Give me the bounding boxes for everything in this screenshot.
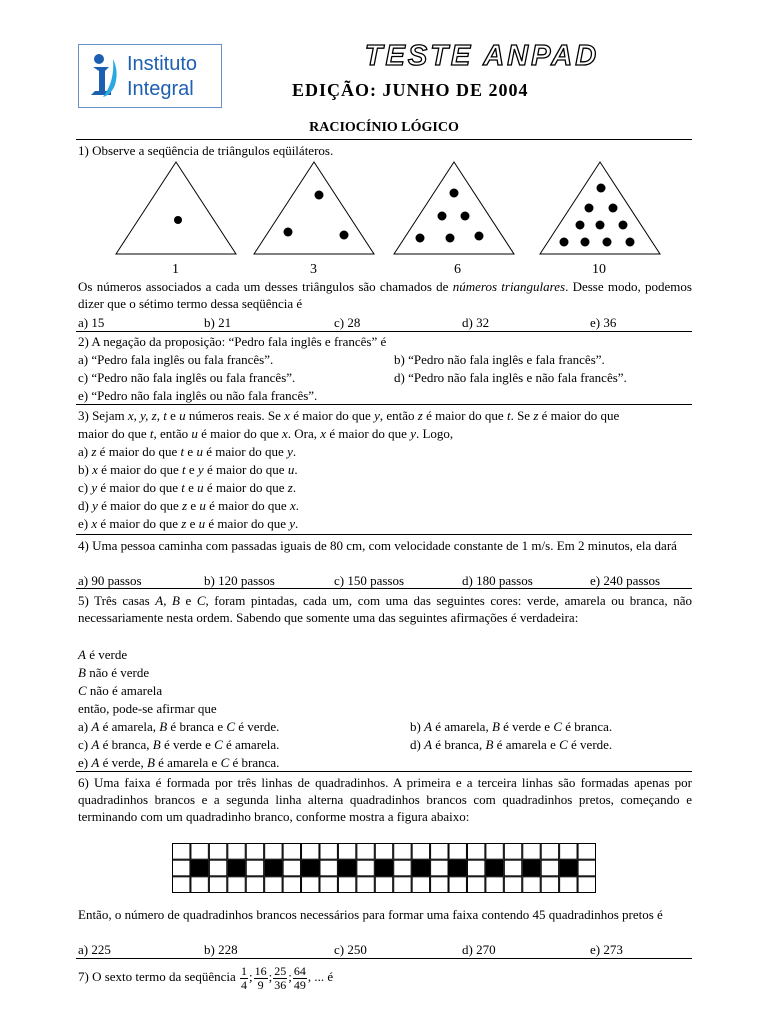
q5-option-a[interactable]: a) A é amarela, B é branca e C é verde. <box>78 719 280 734</box>
black-square <box>486 860 503 876</box>
logo-figure-icon <box>85 51 127 101</box>
white-square <box>578 844 595 860</box>
q1-option-d[interactable]: d) 32 <box>462 315 490 330</box>
q3-option-c[interactable]: c) y é maior do que t e u é maior do que z. <box>78 480 297 495</box>
q6-option-e[interactable]: e) 273 <box>590 942 623 957</box>
divider <box>76 588 692 589</box>
q5-option-b[interactable]: b) A é amarela, B é verde e C é branca. <box>410 719 613 734</box>
white-square <box>357 860 374 876</box>
white-square <box>375 844 392 860</box>
q7-fraction-1: $\frac{1}{4}$ <box>241 963 248 992</box>
test-title <box>282 40 682 72</box>
white-square <box>467 877 484 893</box>
q3-option-d[interactable]: d) y é maior do que z e u é maior do que x. <box>78 498 299 513</box>
black-square <box>265 860 282 876</box>
q7-text: 7) O sexto termo da seqüência $\frac{1}{4}$ ; $\frac{16}{9}$ ; $\frac{25}{36}$ ; $\frac{64}{49}$ , ... é <box>78 963 334 992</box>
white-square <box>173 860 190 876</box>
q5-text: 5) Três casas A, B e C, foram pintadas, cada um, com uma das seguintes cores: verde, amarela ou branca, não necessariamente nesta ordem. Sabendo que somente uma das seguintes afirmações é verdadeira: <box>78 593 692 625</box>
white-square <box>560 877 577 893</box>
triangle-2 <box>254 162 374 254</box>
black-square <box>412 860 429 876</box>
white-square <box>504 877 521 893</box>
test-title-text: TESTE ANPAD <box>364 40 600 72</box>
white-square <box>375 877 392 893</box>
white-square <box>191 844 208 860</box>
q2-option-c[interactable]: c) “Pedro não fala inglês ou fala francês”. <box>78 370 296 385</box>
q4-option-b[interactable]: b) 120 passos <box>204 573 275 588</box>
q7-fraction-3: $\frac{25}{36}$ <box>274 963 287 992</box>
q2-option-a[interactable]: a) “Pedro fala inglês ou fala francês”. <box>78 352 274 367</box>
q4-text: 4) Uma pessoa caminha com passadas iguais de 80 cm, com velocidade constante de 1 m/s. Em 2 minutos, ela dará <box>78 538 677 553</box>
white-square <box>283 844 300 860</box>
q6-text: 6) Uma faixa é formada por três linhas de quadradinhos. A primeira e a terceira linhas são formadas apenas por quadradinhos brancos e a segunda linha alterna quadradinhos brancos com quadradinhos pretos, começando e terminando com um quadradinho branco, conforme mostra a figura abaixo: <box>78 775 692 824</box>
white-square <box>357 844 374 860</box>
white-square <box>246 844 263 860</box>
white-square <box>412 877 429 893</box>
white-square <box>431 844 448 860</box>
edition-label: EDIÇÃO: JUNHO DE 2004 <box>292 80 529 100</box>
black-square <box>375 860 392 876</box>
black-square <box>228 860 245 876</box>
white-square <box>338 844 355 860</box>
q1-prompt: 1) Observe a seqüência de triângulos eqüiláteros. <box>78 143 334 158</box>
black-square <box>560 860 577 876</box>
white-square <box>283 860 300 876</box>
divider <box>76 331 692 332</box>
logo-text-line1: Instituto <box>127 53 198 75</box>
white-square <box>209 877 226 893</box>
q5-option-e[interactable]: e) A é verde, B é amarela e C é branca. <box>78 755 280 770</box>
white-square <box>320 860 337 876</box>
white-square <box>541 877 558 893</box>
white-square <box>246 860 263 876</box>
logo-text-line2: Integral <box>127 78 194 100</box>
white-square <box>209 844 226 860</box>
q1-emphasis: números triangulares <box>452 279 566 294</box>
black-square <box>449 860 466 876</box>
white-square <box>578 877 595 893</box>
q1-option-a[interactable]: a) 15 <box>78 315 105 330</box>
white-square <box>320 877 337 893</box>
triangle-3 <box>394 162 514 254</box>
black-square <box>338 860 355 876</box>
q5-option-d[interactable]: d) A é branca, B é amarela e C é verde. <box>410 737 613 752</box>
white-square <box>265 844 282 860</box>
white-square <box>338 877 355 893</box>
q1-statement: Os números associados a cada um desses triângulos são chamados de números triangulares. Desse modo, podemos dizer que o sétimo termo dessa seqüência é <box>78 279 692 311</box>
white-square <box>265 877 282 893</box>
q5-conclusion: então, pode-se afirmar que <box>78 701 217 716</box>
q6-option-c[interactable]: c) 250 <box>334 942 367 957</box>
white-square <box>560 844 577 860</box>
q5-statement-3: C não é amarela <box>78 683 163 698</box>
divider <box>76 958 692 959</box>
section-title: RACIOCÍNIO LÓGICO <box>309 120 459 135</box>
black-square <box>523 860 540 876</box>
triangle-label-3: 6 <box>454 262 461 277</box>
white-square <box>228 877 245 893</box>
q3-line1: 3) Sejam x, y, z, t e u números reais. Se x é maior do que y, então z é maior do que t. Se z é maior do que <box>78 408 620 423</box>
white-square <box>320 844 337 860</box>
white-square <box>302 877 319 893</box>
institute-logo <box>78 44 222 108</box>
white-square <box>431 877 448 893</box>
white-square <box>302 844 319 860</box>
divider <box>76 404 692 405</box>
q2-option-e[interactable]: e) “Pedro não fala inglês ou não fala francês”. <box>78 388 318 403</box>
white-square <box>486 877 503 893</box>
white-square <box>191 877 208 893</box>
black-square <box>302 860 319 876</box>
q4-option-a[interactable]: a) 90 passos <box>78 573 142 588</box>
white-square <box>449 844 466 860</box>
q5-option-c[interactable]: c) A é branca, B é verde e C é amarela. <box>78 737 280 752</box>
white-square <box>173 844 190 860</box>
q6-option-a[interactable]: a) 225 <box>78 942 111 957</box>
white-square <box>578 860 595 876</box>
white-square <box>209 860 226 876</box>
white-square <box>504 860 521 876</box>
q2-prompt: 2) A negação da proposição: “Pedro fala inglês e francês” é <box>78 334 387 349</box>
white-square <box>486 844 503 860</box>
section-divider <box>76 139 692 140</box>
triangle-4 <box>540 162 660 254</box>
q2-option-b[interactable]: b) “Pedro não fala inglês e fala francês”. <box>394 352 605 367</box>
white-square <box>394 844 411 860</box>
q4-option-e[interactable]: e) 240 passos <box>590 573 661 588</box>
divider <box>76 534 692 535</box>
white-square <box>523 877 540 893</box>
triangle-1 <box>116 162 236 254</box>
q1-option-e[interactable]: e) 36 <box>590 315 617 330</box>
triangle-label-4: 10 <box>592 262 606 277</box>
white-square <box>246 877 263 893</box>
triangle-label-2: 3 <box>310 262 317 277</box>
q3-option-b[interactable]: b) x é maior do que t e y é maior do que u. <box>78 462 298 477</box>
triangles-figure <box>110 160 670 260</box>
white-square <box>431 860 448 876</box>
q6-option-d[interactable]: d) 270 <box>462 942 496 957</box>
q1-option-c[interactable]: c) 28 <box>334 315 361 330</box>
white-square <box>357 877 374 893</box>
white-square <box>504 844 521 860</box>
white-square <box>541 860 558 876</box>
white-square <box>228 844 245 860</box>
q7-fraction-4: $\frac{64}{49}$ <box>293 963 306 992</box>
square-strip-figure <box>172 843 596 893</box>
white-square <box>523 844 540 860</box>
q7-fraction-2: $\frac{16}{9}$ <box>254 963 267 992</box>
white-square <box>449 877 466 893</box>
white-square <box>541 844 558 860</box>
white-square <box>394 860 411 876</box>
white-square <box>467 844 484 860</box>
q6-option-b[interactable]: b) 228 <box>204 942 238 957</box>
white-square <box>467 860 484 876</box>
q1-option-b[interactable]: b) 21 <box>204 315 232 330</box>
q5-statement-2: B não é verde <box>78 665 150 680</box>
q6-question: Então, o número de quadradinhos brancos necessários para formar uma faixa contendo 45 quadradinhos pretos é <box>78 907 663 922</box>
q3-option-a[interactable]: a) z é maior do que t e u é maior do que y. <box>78 444 297 459</box>
white-square <box>173 877 190 893</box>
q2-option-d[interactable]: d) “Pedro não fala inglês e não fala francês”. <box>394 370 627 385</box>
triangle-label-1: 1 <box>172 262 179 277</box>
white-square <box>283 877 300 893</box>
q4-option-d[interactable]: d) 180 passos <box>462 573 533 588</box>
white-square <box>412 844 429 860</box>
white-square <box>394 877 411 893</box>
q3-option-e[interactable]: e) x é maior do que z e u é maior do que y. <box>78 516 299 531</box>
q3-line2: maior do que t, então u é maior do que x. Ora, x é maior do que y. Logo, <box>78 426 454 441</box>
divider <box>76 771 692 772</box>
q5-statement-1: A é verde <box>78 647 128 662</box>
black-square <box>191 860 208 876</box>
triangle-1-dot <box>174 216 182 224</box>
q4-option-c[interactable]: c) 150 passos <box>334 573 405 588</box>
